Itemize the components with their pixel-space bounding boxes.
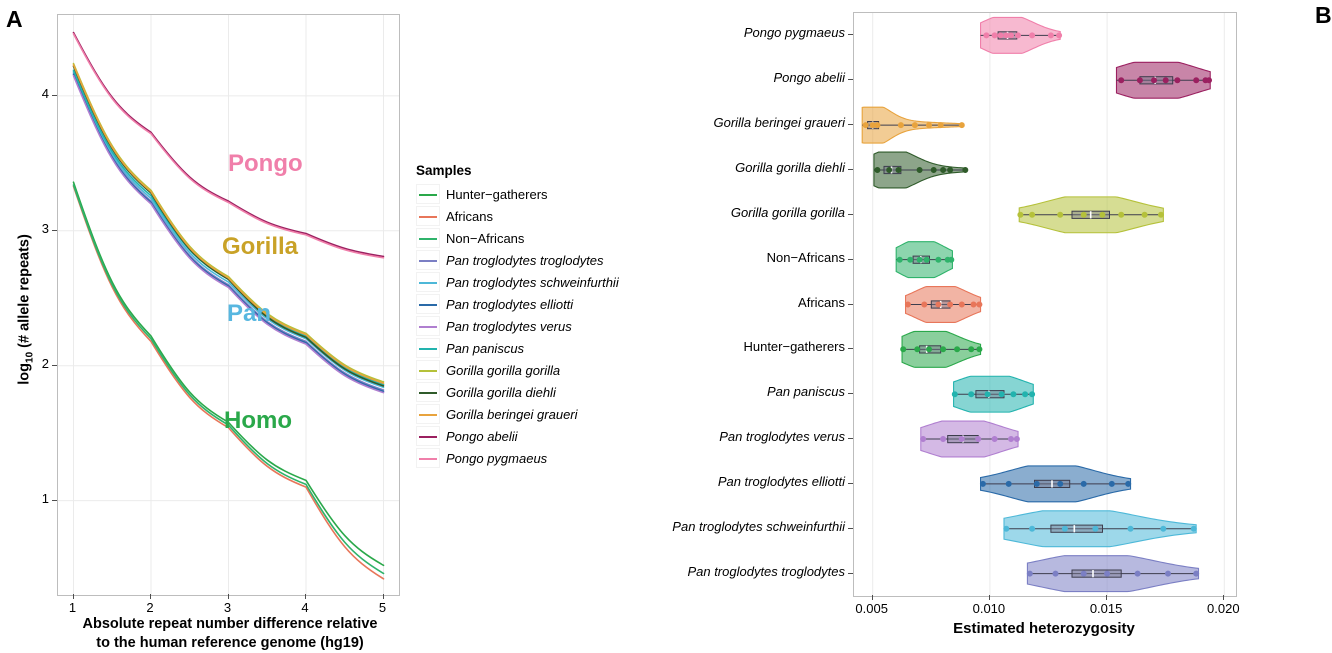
legend-items bbox=[416, 183, 619, 469]
category-label: Gorilla gorilla gorilla bbox=[730, 204, 845, 220]
x-tick-label: 1 bbox=[68, 600, 77, 615]
legend-item[interactable] bbox=[416, 403, 606, 425]
x-tick-label: 3 bbox=[223, 600, 232, 615]
y-tick-label: 4 bbox=[41, 85, 49, 101]
category-tick-mark bbox=[848, 528, 853, 529]
legend-item-label: Non−Africans bbox=[446, 230, 525, 246]
category-label: Pan paniscus bbox=[766, 384, 845, 400]
legend-item-label: Gorilla gorilla diehli bbox=[446, 384, 556, 400]
panel-a-y-axis-label: $\log_{10}$ (# allele repeats) bbox=[16, 234, 36, 385]
x-tick-mark bbox=[228, 594, 229, 599]
panel-b bbox=[650, 0, 1332, 653]
x-tick-mark bbox=[1106, 595, 1107, 600]
legend-item-label: Pan troglodytes elliotti bbox=[446, 296, 574, 312]
legend-item[interactable] bbox=[416, 205, 606, 227]
panel-b-x-axis-label: Estimated heterozygosity bbox=[953, 620, 1135, 637]
x-tick-mark bbox=[989, 595, 990, 600]
category-label: Pan troglodytes verus bbox=[719, 429, 845, 444]
legend-item-label: Pan troglodytes verus bbox=[446, 318, 572, 334]
category-label: Gorilla beringei graueri bbox=[713, 115, 845, 131]
category-label: Pongo abelii bbox=[773, 70, 845, 86]
legend-item[interactable] bbox=[416, 359, 606, 381]
legend-swatch bbox=[416, 360, 440, 380]
x-tick-label: 0.015 bbox=[1089, 601, 1123, 616]
x-tick-mark bbox=[305, 594, 306, 599]
category-tick-mark bbox=[848, 483, 853, 484]
legend-swatch bbox=[416, 206, 440, 226]
y-tick-mark bbox=[52, 365, 57, 366]
x-tick-mark bbox=[1223, 595, 1224, 600]
category-label: Africans bbox=[798, 294, 845, 310]
legend-title: Samples bbox=[416, 163, 472, 178]
category-tick-mark bbox=[848, 214, 853, 215]
legend-item-label: Pan paniscus bbox=[446, 340, 525, 356]
category-tick-mark bbox=[848, 79, 853, 80]
category-tick-mark bbox=[848, 169, 853, 170]
legend-item[interactable] bbox=[416, 183, 606, 205]
legend-item-label: Pan troglodytes schweinfurthii bbox=[446, 274, 619, 290]
legend-swatch bbox=[416, 316, 440, 336]
panel-b-letter: B bbox=[1315, 2, 1332, 28]
y-tick-mark bbox=[52, 230, 57, 231]
legend-swatch bbox=[416, 382, 440, 402]
legend-item[interactable] bbox=[416, 249, 606, 271]
x-tick-label: 0.020 bbox=[1207, 601, 1240, 616]
category-tick-mark bbox=[848, 304, 853, 305]
legend-item[interactable] bbox=[416, 315, 606, 337]
x-tick-mark bbox=[73, 594, 74, 599]
panel-b-plot-area bbox=[853, 12, 1237, 597]
legend-item[interactable] bbox=[416, 425, 606, 447]
legend-item-label: Pongo abelii bbox=[446, 428, 518, 444]
x-tick-label: 0.005 bbox=[855, 601, 888, 616]
category-label: Non−Africans bbox=[766, 249, 845, 265]
category-label: Pongo pygmaeus bbox=[743, 25, 845, 41]
category-label: Pan troglodytes troglodytes bbox=[687, 563, 845, 579]
genus-label: Pan bbox=[227, 300, 272, 327]
legend-item[interactable] bbox=[416, 381, 606, 403]
legend-item[interactable] bbox=[416, 447, 606, 469]
category-label: Hunter−gatherers bbox=[743, 339, 845, 355]
category-tick-mark bbox=[848, 34, 853, 35]
y-tick-label: 1 bbox=[41, 490, 49, 506]
legend-swatch bbox=[416, 294, 440, 314]
legend-swatch bbox=[416, 404, 440, 424]
legend-item-label: Pongo pygmaeus bbox=[446, 450, 548, 466]
legend-swatch bbox=[416, 448, 440, 468]
legend-item-label: Gorilla gorilla gorilla bbox=[446, 362, 561, 378]
legend-swatch bbox=[416, 426, 440, 446]
legend-item[interactable] bbox=[416, 227, 606, 249]
legend-item-label: Gorilla beringei graueri bbox=[446, 406, 578, 422]
genus-label: Homo bbox=[224, 407, 292, 434]
category-tick-mark bbox=[848, 259, 853, 260]
category-label: Gorilla gorilla diehli bbox=[735, 160, 845, 175]
legend-swatch bbox=[416, 184, 440, 204]
category-tick-mark bbox=[848, 393, 853, 394]
legend-item-label: Hunter−gatherers bbox=[446, 186, 548, 202]
legend-item-label: Pan troglodytes troglodytes bbox=[446, 252, 604, 268]
y-tick-mark bbox=[52, 95, 57, 96]
legend-item[interactable] bbox=[416, 271, 619, 293]
x-tick-label: 0.010 bbox=[972, 601, 1006, 616]
category-tick-mark bbox=[848, 348, 853, 349]
legend-swatch bbox=[416, 338, 440, 358]
panel-a-letter: A bbox=[6, 6, 23, 32]
x-tick-label: 4 bbox=[301, 600, 309, 615]
legend-swatch bbox=[416, 228, 440, 248]
x-tick-mark bbox=[150, 594, 151, 599]
y-tick-label: 2 bbox=[41, 355, 49, 371]
category-label: Pan troglodytes elliotti bbox=[717, 473, 845, 489]
y-tick-label: 3 bbox=[41, 220, 49, 236]
category-tick-mark bbox=[848, 124, 853, 125]
y-tick-mark bbox=[52, 500, 57, 501]
panel-a bbox=[0, 0, 650, 653]
genus-label: Gorilla bbox=[222, 233, 299, 260]
x-tick-label: 2 bbox=[146, 600, 154, 615]
legend-swatch bbox=[416, 272, 440, 292]
x-tick-label: 5 bbox=[378, 600, 387, 615]
legend-item[interactable] bbox=[416, 337, 606, 359]
legend bbox=[416, 163, 619, 469]
x-tick-mark bbox=[872, 595, 873, 600]
legend-item-label: Africans bbox=[446, 208, 493, 224]
category-label: Pan troglodytes schweinfurthii bbox=[672, 518, 845, 534]
legend-item[interactable] bbox=[416, 293, 606, 315]
panel-a-x-axis-label: Absolute repeat number difference relative to the human reference genome (hg19) bbox=[82, 616, 378, 651]
category-tick-mark bbox=[848, 438, 853, 439]
panel-b-violins bbox=[854, 13, 1236, 596]
genus-label: Pongo bbox=[228, 150, 303, 177]
legend-swatch bbox=[416, 250, 440, 270]
category-tick-mark bbox=[848, 573, 853, 574]
x-tick-mark bbox=[383, 594, 384, 599]
